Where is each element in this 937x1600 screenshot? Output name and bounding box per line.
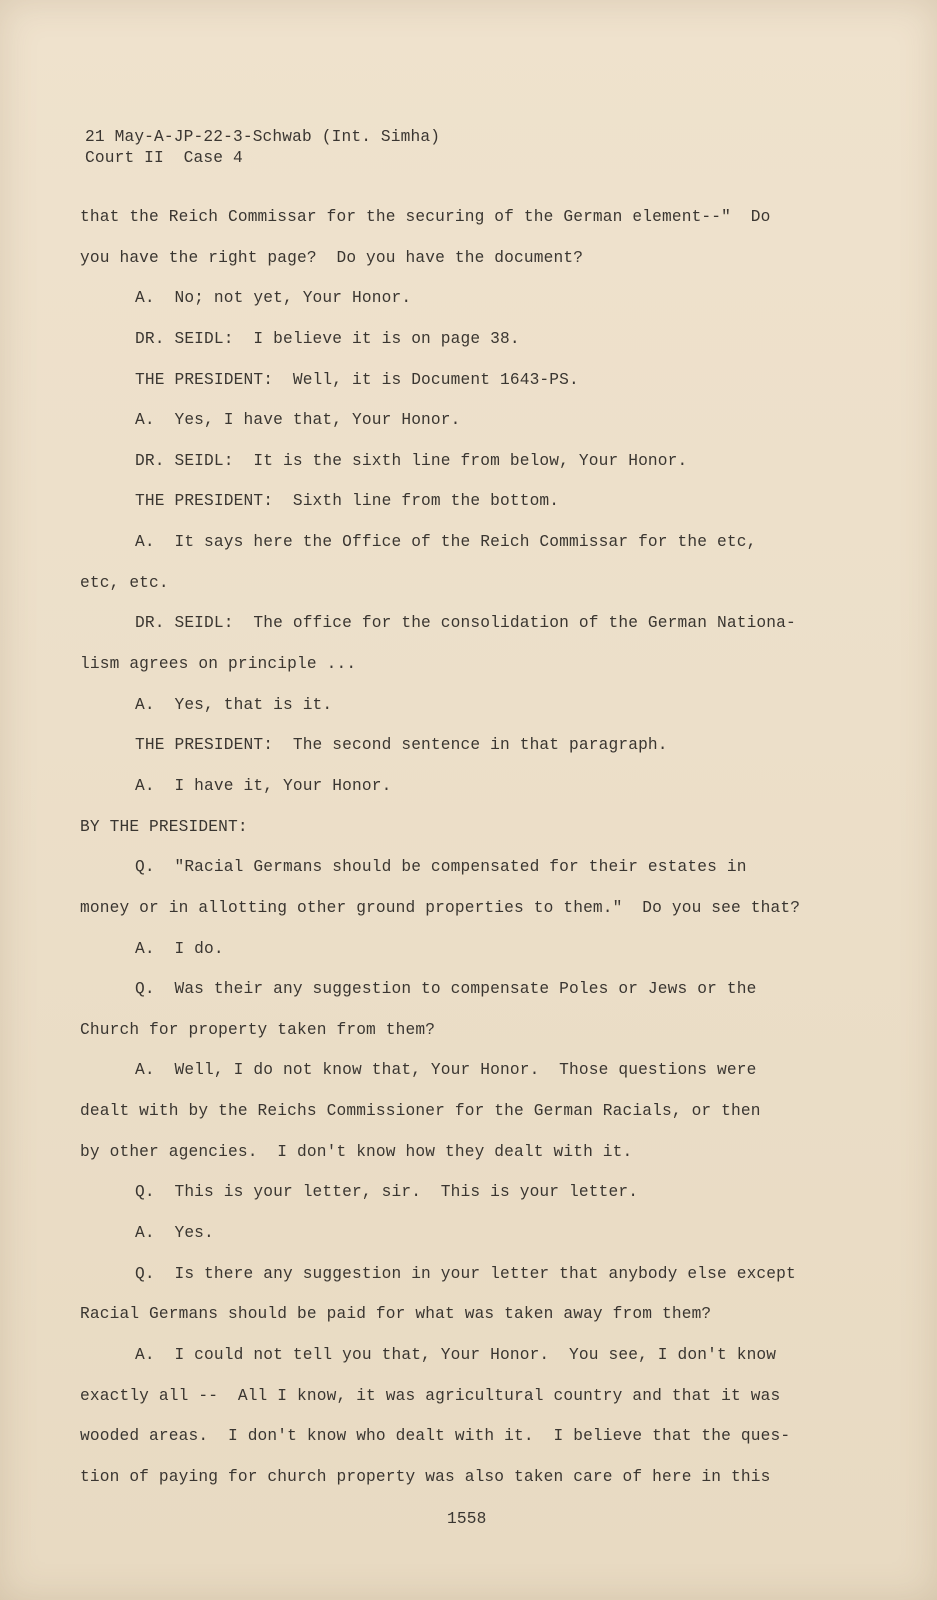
transcript-line: dealt with by the Reichs Commissioner for the German Racials, or then bbox=[80, 1102, 761, 1120]
transcript-line: tion of paying for church property was also taken care of here in this bbox=[80, 1468, 771, 1486]
transcript-line: Racial Germans should be paid for what was taken away from them? bbox=[80, 1305, 712, 1323]
transcript-line: A. Yes, that is it. bbox=[135, 696, 333, 714]
transcript-line: A. I do. bbox=[135, 940, 224, 958]
transcript-line: A. I could not tell you that, Your Honor. You see, I don't know bbox=[135, 1346, 777, 1364]
transcript-line: Q. "Racial Germans should be compensated for their estates in bbox=[135, 858, 747, 876]
transcript-line: Church for property taken from them? bbox=[80, 1021, 436, 1039]
transcript-line: BY THE PRESIDENT: bbox=[80, 818, 248, 836]
header-court-case: Court II Case 4 bbox=[85, 149, 243, 167]
transcript-line: etc, etc. bbox=[80, 574, 169, 592]
transcript-line: A. Well, I do not know that, Your Honor. Those questions were bbox=[135, 1061, 757, 1079]
transcript-line: THE PRESIDENT: Well, it is Document 1643-PS. bbox=[135, 371, 579, 389]
transcript-line: DR. SEIDL: The office for the consolidation of the German Nationa- bbox=[135, 614, 796, 632]
transcript-line: DR. SEIDL: I believe it is on page 38. bbox=[135, 330, 520, 348]
transcript-line: you have the right page? Do you have the document? bbox=[80, 249, 584, 267]
transcript-line: THE PRESIDENT: Sixth line from the bottom. bbox=[135, 492, 560, 510]
transcript-line: that the Reich Commissar for the securing of the German element--" Do bbox=[80, 208, 771, 226]
transcript-line: money or in allotting other ground properties to them." Do you see that? bbox=[80, 899, 801, 917]
document-header bbox=[85, 127, 440, 169]
transcript-line: Q. Is there any suggestion in your letter that anybody else except bbox=[135, 1265, 796, 1283]
transcript-line: by other agencies. I don't know how they dealt with it. bbox=[80, 1143, 633, 1161]
transcript-line: A. Yes, I have that, Your Honor. bbox=[135, 411, 461, 429]
transcript-line: exactly all -- All I know, it was agricultural country and that it was bbox=[80, 1387, 781, 1405]
page-number: 1558 bbox=[447, 1510, 487, 1528]
transcript-line: Q. This is your letter, sir. This is your letter. bbox=[135, 1183, 639, 1201]
transcript-line: A. No; not yet, Your Honor. bbox=[135, 289, 412, 307]
transcript-line: A. It says here the Office of the Reich Commissar for the etc, bbox=[135, 533, 757, 551]
transcript-line: A. I have it, Your Honor. bbox=[135, 777, 392, 795]
transcript-line: lism agrees on principle ... bbox=[80, 655, 357, 673]
transcript-line: wooded areas. I don't know who dealt with it. I believe that the ques- bbox=[80, 1427, 791, 1445]
transcript-line: A. Yes. bbox=[135, 1224, 214, 1242]
header-reference: 21 May-A-JP-22-3-Schwab (Int. Simha) bbox=[85, 128, 441, 146]
transcript-line: DR. SEIDL: It is the sixth line from below, Your Honor. bbox=[135, 452, 688, 470]
transcript-line: Q. Was their any suggestion to compensate Poles or Jews or the bbox=[135, 980, 757, 998]
transcript-line: THE PRESIDENT: The second sentence in that paragraph. bbox=[135, 736, 668, 754]
